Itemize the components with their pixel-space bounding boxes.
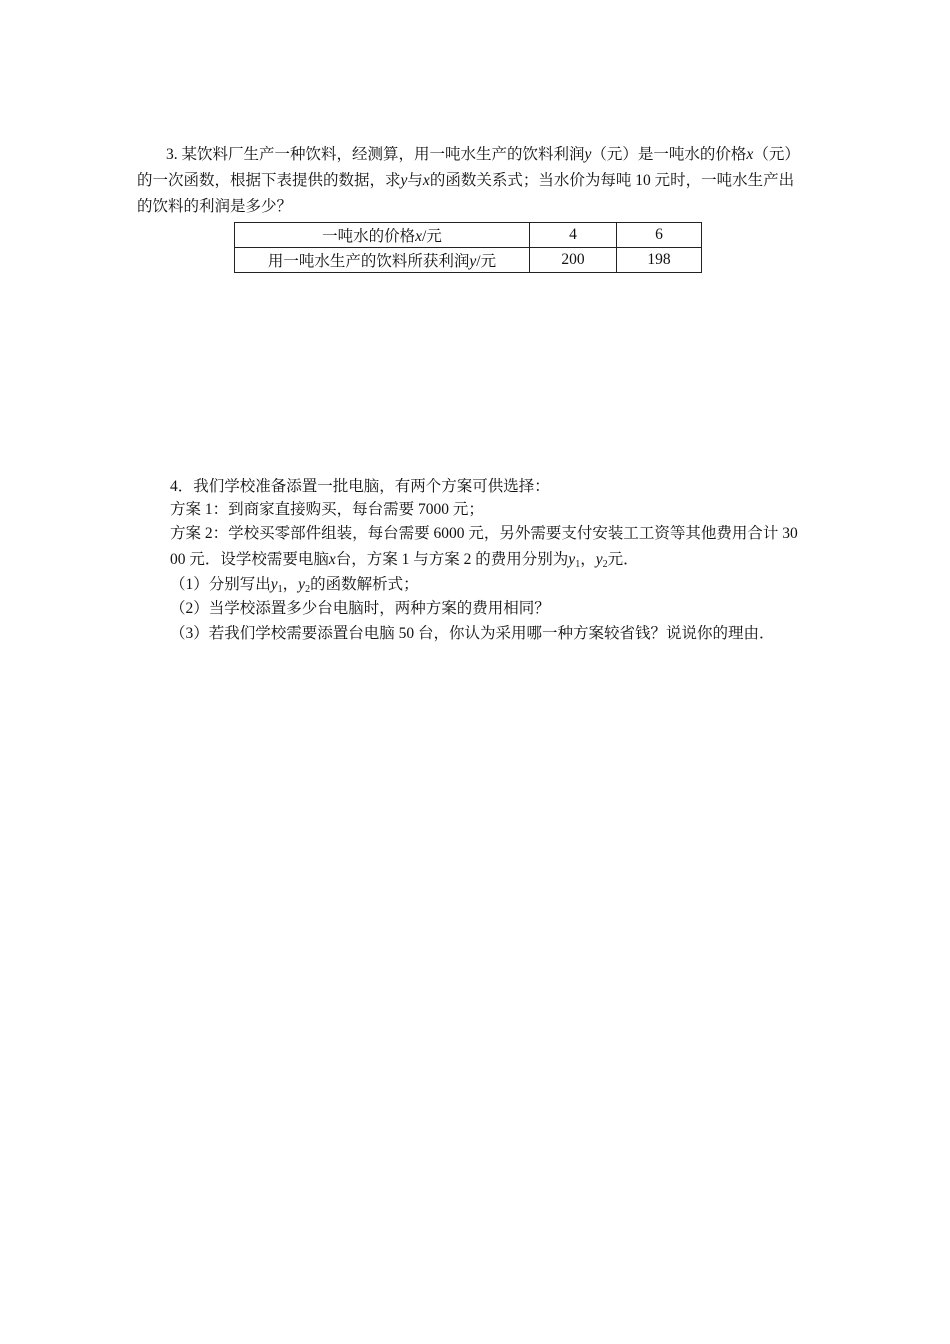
table-row-label	[235, 248, 530, 273]
var-x: x	[422, 172, 430, 189]
var-y: y	[400, 172, 408, 189]
q3-text: 与	[407, 172, 423, 189]
var-y: y	[584, 146, 592, 163]
table-row-label	[235, 223, 530, 248]
subscript: 1	[277, 584, 283, 595]
q4-sub-1	[170, 575, 419, 595]
table-cell: 6	[617, 223, 702, 248]
q4-text: 元．	[607, 551, 639, 568]
subscript: 1	[575, 559, 581, 570]
var-x: x	[415, 228, 423, 245]
q4-line-2: 方案 1：到商家直接购买，每台需要 7000 元；	[170, 501, 484, 518]
price-profit-table	[234, 222, 702, 273]
q4-text: 00 元．设学校需要电脑	[170, 551, 329, 568]
table-cell: 198	[617, 248, 702, 273]
q3-text: （元）是一吨水的价格	[591, 146, 747, 163]
q4-sub-2: （2）当学校添置多少台电脑时，两种方案的费用相同？	[170, 600, 550, 617]
q3-text: 3. 某饮料厂生产一种饮料，经测算，用一吨水生产的饮料利润	[166, 146, 585, 163]
var-y1: y	[270, 576, 278, 593]
var-x: x	[746, 146, 754, 163]
subscript: 2	[602, 559, 608, 570]
table-row	[235, 248, 702, 273]
q3-line-2	[137, 171, 794, 191]
var-y2: y	[595, 551, 603, 568]
var-y2: y	[298, 576, 306, 593]
q4-text: 台，方案 1 与方案 2 的费用分别为	[335, 551, 569, 568]
label-text: 一吨水的价格	[322, 228, 416, 245]
q4-line-4	[170, 550, 639, 570]
table-row	[235, 223, 702, 248]
separator: ，	[282, 576, 299, 593]
q3-line-3: 的饮料的利润是多少？	[137, 198, 293, 215]
table-cell: 200	[530, 248, 617, 273]
subscript: 2	[305, 584, 311, 595]
var-y: y	[469, 253, 477, 270]
q4-text: 的函数解析式；	[310, 576, 419, 593]
table-cell: 4	[530, 223, 617, 248]
q3-line-1	[166, 145, 800, 165]
label-unit: /元	[476, 253, 497, 270]
var-y1: y	[568, 551, 576, 568]
label-text: 用一吨水生产的饮料所获利润	[267, 253, 470, 270]
q3-text: 的函数关系式；当水价为每吨 10 元时，一吨水生产出	[429, 172, 795, 189]
label-unit: /元	[422, 228, 442, 245]
separator: ，	[580, 551, 596, 568]
q4-sub-3: （3）若我们学校需要添置台电脑 50 台，你认为采用哪一种方案较省钱？说说你的理由．	[170, 625, 775, 642]
var-x: x	[328, 551, 336, 568]
q3-text: 的一次函数，根据下表提供的数据，求	[137, 172, 401, 189]
q4-text: （1）分别写出	[170, 576, 271, 593]
q4-line-3: 方案 2：学校买零部件组装，每台需要 6000 元，另外需要支付安装工工资等其他费用合计 30	[170, 525, 798, 542]
q3-text: （元）	[753, 146, 800, 163]
q4-line-1: 4．我们学校准备添置一批电脑，有两个方案可供选择：	[170, 478, 550, 495]
